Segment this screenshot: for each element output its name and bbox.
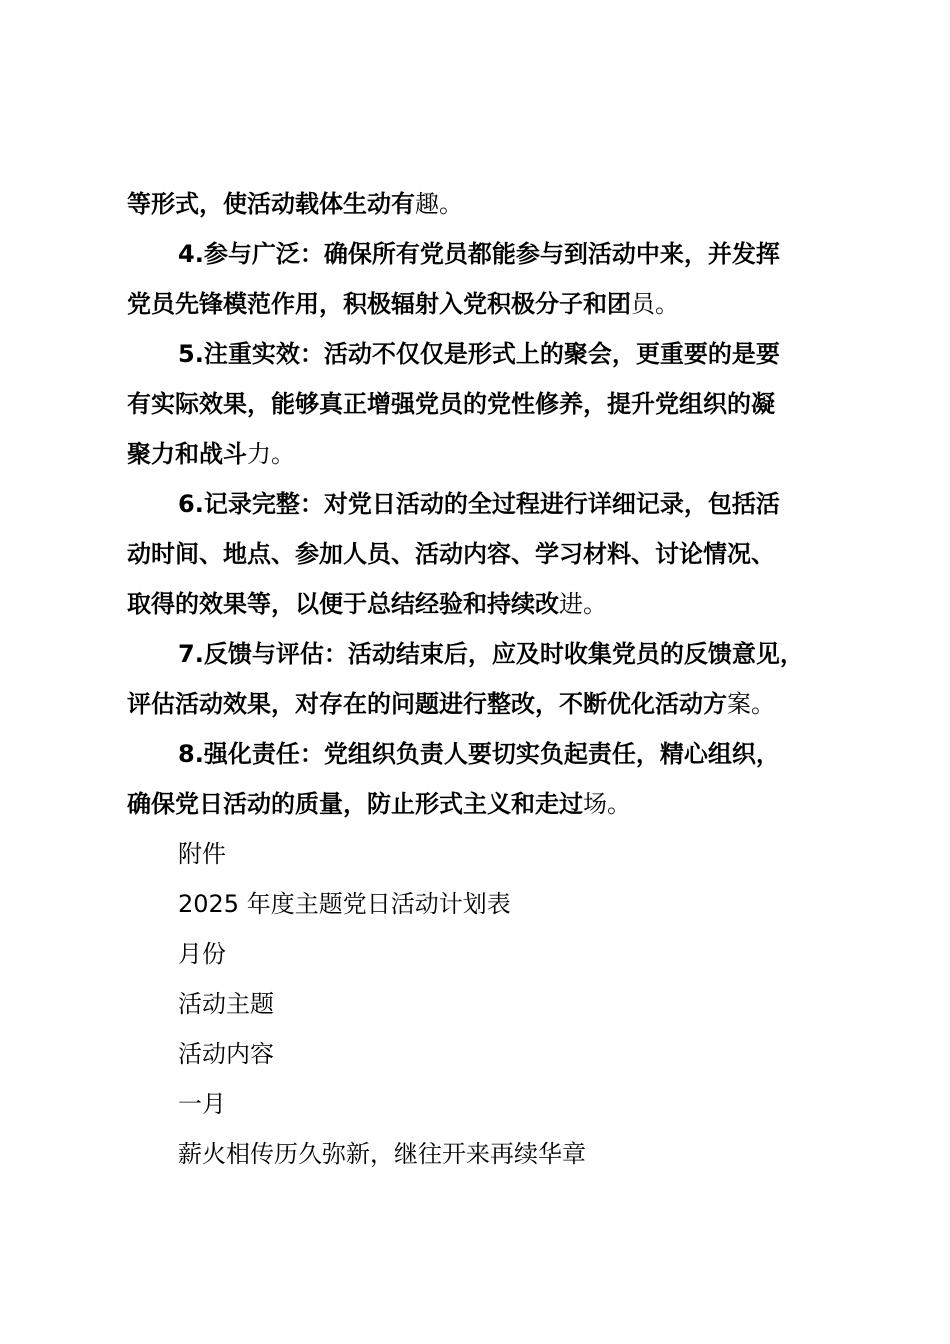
paragraph-line: 等形式，使活动载体生动有趣。 [127, 190, 463, 218]
paragraph-line: 有实际效果，能够真正增强党员的党性修养，提升党组织的凝 [127, 390, 775, 418]
item-7-heading-line: 7.反馈与评估：活动结束后，应及时收集党员的反馈意见， [178, 640, 804, 668]
item-4-heading-line: 4.参与广泛：确保所有党员都能参与到活动中来，并发挥 [178, 240, 780, 268]
paragraph-line: 取得的效果等，以便于总结经验和持续改进。 [127, 590, 607, 618]
table-cell-month: 一月 [178, 1090, 226, 1118]
table-header-month: 月份 [178, 940, 226, 968]
attachment-label: 附件 [178, 840, 226, 868]
table-header-theme: 活动主题 [178, 990, 274, 1018]
paragraph-line: 聚力和战斗力。 [127, 440, 295, 468]
attachment-title: 2025 年度主题党日活动计划表 [178, 890, 511, 918]
paragraph-line: 党员先锋模范作用，积极辐射入党积极分子和团员。 [127, 290, 679, 318]
paragraph-line: 动时间、地点、参加人员、活动内容、学习材料、讨论情况、 [127, 540, 775, 568]
table-header-content: 活动内容 [178, 1040, 274, 1068]
table-cell-theme: 薪火相传历久弥新，继往开来再续华章 [178, 1140, 586, 1168]
item-8-heading-line: 8.强化责任：党组织负责人要切实负起责任，精心组织， [178, 740, 780, 768]
item-6-heading-line: 6.记录完整：对党日活动的全过程进行详细记录，包括活 [178, 490, 780, 518]
item-5-heading-line: 5.注重实效：活动不仅仅是形式上的聚会，更重要的是要 [178, 340, 780, 368]
paragraph-line: 确保党日活动的质量，防止形式主义和走过场。 [127, 790, 631, 818]
paragraph-line: 评估活动效果，对存在的问题进行整改，不断优化活动方案。 [127, 690, 775, 718]
